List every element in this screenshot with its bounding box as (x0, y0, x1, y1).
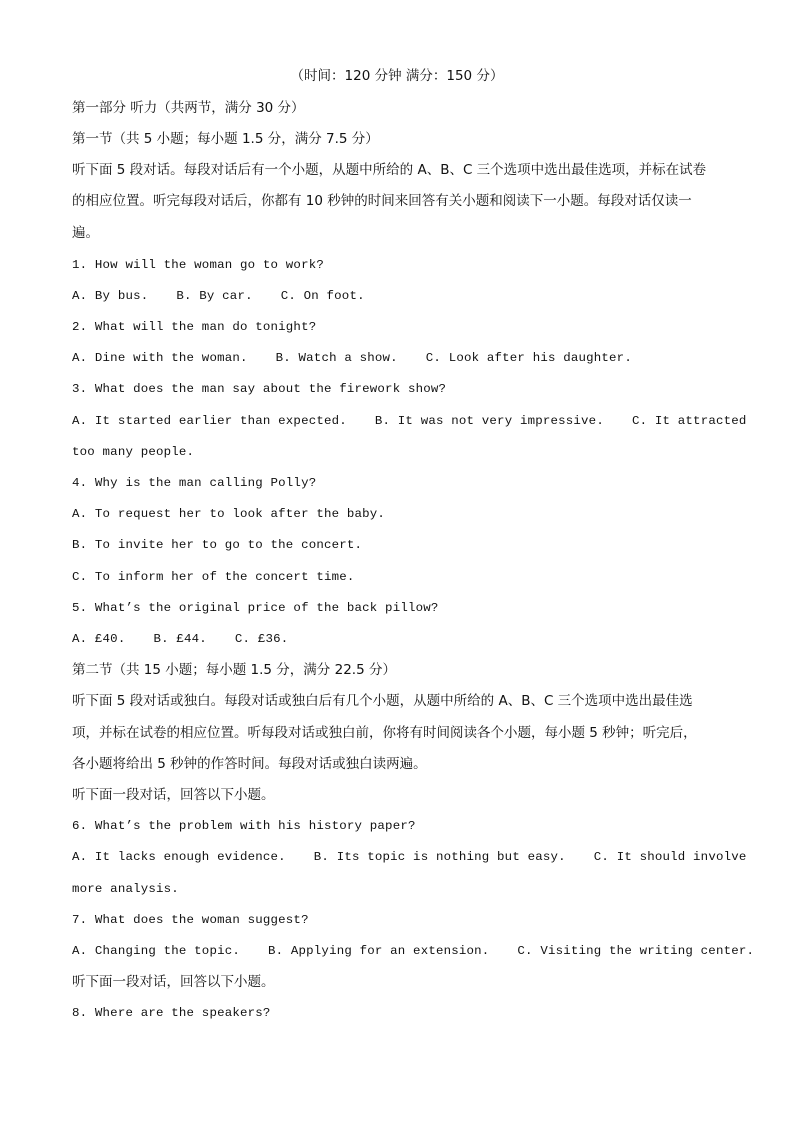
option-b: B. £44. (153, 632, 207, 646)
question-6-stem: 6. What’s the problem with his history paper? (72, 819, 416, 833)
question-6-options (72, 847, 747, 867)
part1-title: 第一部分 听力（共两节，满分 30 分） (72, 100, 305, 116)
question-6-option-c-continued: more analysis. (72, 882, 179, 896)
option-c: C. £36. (234, 632, 289, 646)
question-4-stem: 4. Why is the man calling Polly? (72, 476, 317, 490)
option-b: B. Applying for an extension. (267, 944, 490, 958)
option-c: C. It should involve (593, 850, 747, 864)
option-a: A. £40. (72, 632, 126, 646)
option-c: C. It attracted (631, 414, 747, 428)
section1-instruction-line: 遍。 (72, 225, 99, 241)
question-4-option-c: C. To inform her of the concert time. (72, 570, 355, 584)
section2-title: 第二节（共 15 小题；每小题 1.5 分，满分 22.5 分） (72, 662, 396, 678)
question-1-options (72, 286, 732, 306)
option-b: B. By car. (176, 289, 253, 303)
option-b: B. Watch a show. (275, 351, 398, 365)
option-b: B. It was not very impressive. (374, 414, 604, 428)
option-c: C. Look after his daughter. (425, 351, 632, 365)
question-8-stem: 8. Where are the speakers? (72, 1006, 271, 1020)
dialog-intro: 听下面一段对话，回答以下小题。 (72, 787, 275, 803)
option-a: A. It lacks enough evidence. (72, 850, 286, 864)
question-4-option-a: A. To request her to look after the baby. (72, 507, 386, 521)
question-5-options (72, 629, 732, 649)
question-7-options (72, 941, 755, 961)
option-c: C. On foot. (280, 289, 365, 303)
question-4-option-b: B. To invite her to go to the concert. (72, 538, 363, 552)
option-a: A. It started earlier than expected. (72, 414, 347, 428)
question-2-options (72, 348, 732, 368)
question-5-stem: 5. What’s the original price of the back pillow? (72, 601, 439, 615)
section1-title: 第一节（共 5 小题；每小题 1.5 分，满分 7.5 分） (72, 131, 379, 147)
time-score-header: （时间：120 分钟 满分：150 分） (290, 68, 504, 84)
question-1-stem: 1. How will the woman go to work? (72, 258, 324, 272)
option-c: C. Visiting the writing center. (517, 944, 755, 958)
question-7-stem: 7. What does the woman suggest? (72, 913, 309, 927)
section2-instruction-line: 听下面 5 段对话或独白。每段对话或独白后有几个小题，从题中所给的 A、B、C 三个选项中选出最佳选 (72, 693, 693, 709)
section1-instruction-line: 听下面 5 段对话。每段对话后有一个小题，从题中所给的 A、B、C 三个选项中选出最佳选项，并标在试卷 (72, 162, 707, 178)
question-3-option-c-continued: too many people. (72, 445, 195, 459)
question-3-options (72, 411, 747, 431)
option-a: A. Changing the topic. (72, 944, 240, 958)
section1-instruction-line: 的相应位置。听完每段对话后，你都有 10 秒钟的时间来回答有关小题和阅读下一小题。每段对话仅读一 (72, 193, 692, 209)
option-b: B. Its topic is nothing but easy. (313, 850, 566, 864)
section2-instruction-line: 项，并标在试卷的相应位置。听每段对话或独白前，你将有时间阅读各个小题，每小题 5 秒钟；听完后， (72, 725, 697, 741)
question-2-stem: 2. What will the man do tonight? (72, 320, 317, 334)
question-3-stem: 3. What does the man say about the firework show? (72, 382, 447, 396)
section2-instruction-line: 各小题将给出 5 秒钟的作答时间。每段对话或独白读两遍。 (72, 756, 427, 772)
option-a: A. By bus. (72, 289, 149, 303)
dialog-intro: 听下面一段对话，回答以下小题。 (72, 974, 275, 990)
option-a: A. Dine with the woman. (72, 351, 248, 365)
